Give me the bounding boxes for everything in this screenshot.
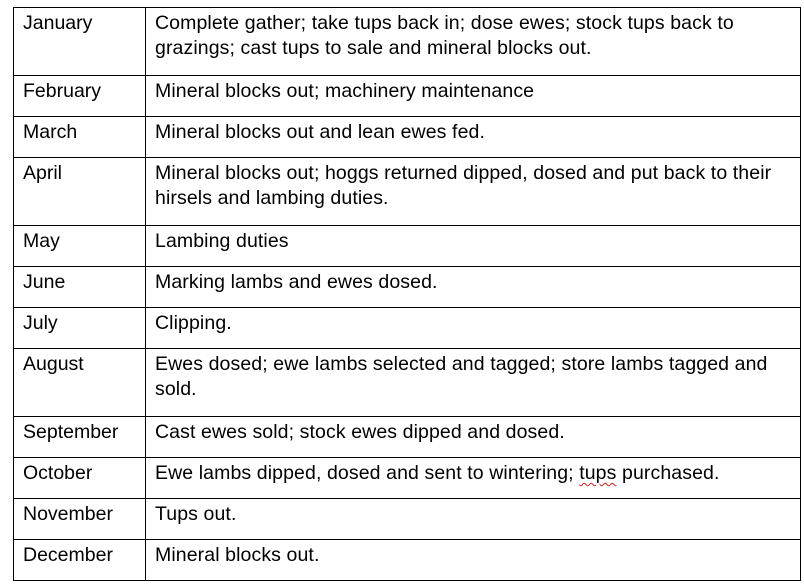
activity-cell: Cast ewes sold; stock ewes dipped and dosed.	[146, 417, 801, 458]
table-row-june	[14, 267, 801, 308]
month-cell: February	[14, 76, 146, 117]
table-row-january	[14, 8, 801, 76]
table-row-july	[14, 308, 801, 349]
month-cell: October	[14, 458, 146, 499]
month-cell: April	[14, 158, 146, 226]
month-cell: January	[14, 8, 146, 76]
activity-text-after: purchased.	[616, 462, 720, 484]
table-row-february	[14, 76, 801, 117]
table-row-september	[14, 417, 801, 458]
month-cell: November	[14, 499, 146, 540]
table-row-august	[14, 349, 801, 417]
activity-cell: Lambing duties	[146, 226, 801, 267]
month-cell: December	[14, 540, 146, 581]
activity-cell: Tups out.	[146, 499, 801, 540]
month-cell: June	[14, 267, 146, 308]
activity-cell: Mineral blocks out; hoggs returned dipped, dosed and put back to their hirsels and lambing duties.	[146, 158, 801, 226]
table-row-november	[14, 499, 801, 540]
month-cell: March	[14, 117, 146, 158]
activity-cell: Mineral blocks out; machinery maintenance	[146, 76, 801, 117]
activity-cell: Mineral blocks out.	[146, 540, 801, 581]
activity-cell: Mineral blocks out and lean ewes fed.	[146, 117, 801, 158]
table-row-april	[14, 158, 801, 226]
farm-calendar-table	[13, 7, 801, 581]
activity-cell	[146, 458, 801, 499]
month-cell: July	[14, 308, 146, 349]
month-cell: May	[14, 226, 146, 267]
activity-cell: Clipping.	[146, 308, 801, 349]
activity-text-before: Ewe lambs dipped, dosed and sent to wintering;	[155, 462, 580, 484]
table-row-december	[14, 540, 801, 581]
table-row-march	[14, 117, 801, 158]
table-row-october	[14, 458, 801, 499]
table-row-may	[14, 226, 801, 267]
month-cell: September	[14, 417, 146, 458]
activity-cell: Complete gather; take tups back in; dose ewes; stock tups back to grazings; cast tups to sale and mineral blocks out.	[146, 8, 801, 76]
activity-cell: Ewes dosed; ewe lambs selected and tagged; store lambs tagged and sold.	[146, 349, 801, 417]
activity-cell: Marking lambs and ewes dosed.	[146, 267, 801, 308]
spellcheck-flagged-word: tups	[579, 462, 617, 484]
month-cell: August	[14, 349, 146, 417]
